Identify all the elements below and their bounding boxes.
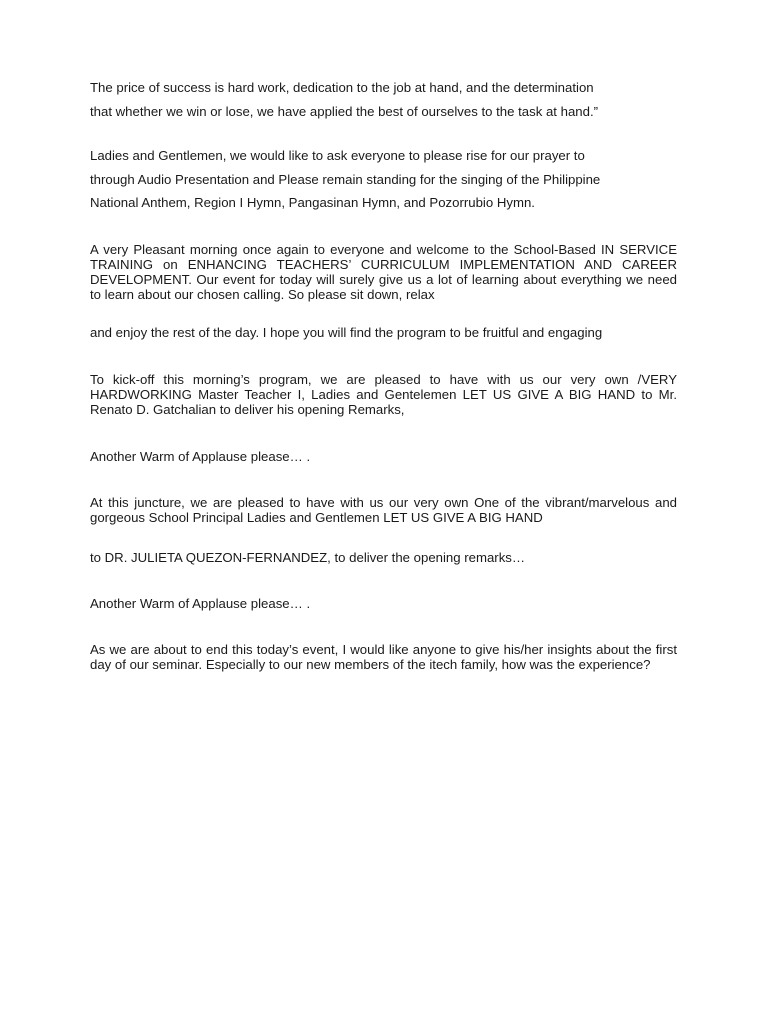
paragraph-welcome: A very Pleasant morning once again to everyone and welcome to the School-Based IN SERVICE TRAINING on ENHANCING TEACHERS’ CURRICULUM IMPLEMENTATION AND CAREER DEVELOPMENT. Our event for today will surely give us a lot of learning about everything we need to learn about our chosen calling. So please sit down, relax	[90, 242, 677, 302]
text-line: through Audio Presentation and Please remain standing for the singing of the Philippine	[90, 171, 601, 187]
paragraph-success-quote	[90, 76, 677, 123]
paragraph-kickoff: To kick-off this morning’s program, we are pleased to have with us our very own /VERY HARDWORKING Master Teacher I, Ladies and Gentelemen LET US GIVE A BIG HAND to Mr. Renato D. Gatchalian to deliver his opening Remarks,	[90, 372, 677, 417]
paragraph-applause-2: Another Warm of Applause please… .	[90, 596, 311, 611]
text-line: that whether we win or lose, we have applied the best of ourselves to the task at hand.”	[90, 103, 599, 119]
paragraph-applause-1: Another Warm of Applause please… .	[90, 449, 311, 464]
paragraph-prayer-anthem	[90, 144, 677, 215]
paragraph-closing: As we are about to end this today’s event, I would like anyone to give his/her insights about the first day of our seminar. Especially to our new members of the itech family, how was the experience?	[90, 642, 677, 672]
paragraph-juncture: At this juncture, we are pleased to have with us our very own One of the vibrant/marvelous and gorgeous School Principal Ladies and Gentlemen LET US GIVE A BIG HAND	[90, 495, 677, 525]
paragraph-juncture-continued: to DR. JULIETA QUEZON-FERNANDEZ, to deliver the opening remarks…	[90, 550, 526, 565]
paragraph-welcome-continued: and enjoy the rest of the day. I hope you will find the program to be fruitful and engaging	[90, 325, 603, 340]
text-line: Ladies and Gentlemen, we would like to ask everyone to please rise for our prayer to	[90, 148, 585, 163]
text-line: National Anthem, Region I Hymn, Pangasinan Hymn, and Pozorrubio Hymn.	[90, 195, 535, 210]
text-line: The price of success is hard work, dedication to the job at hand, and the determination	[90, 80, 594, 95]
